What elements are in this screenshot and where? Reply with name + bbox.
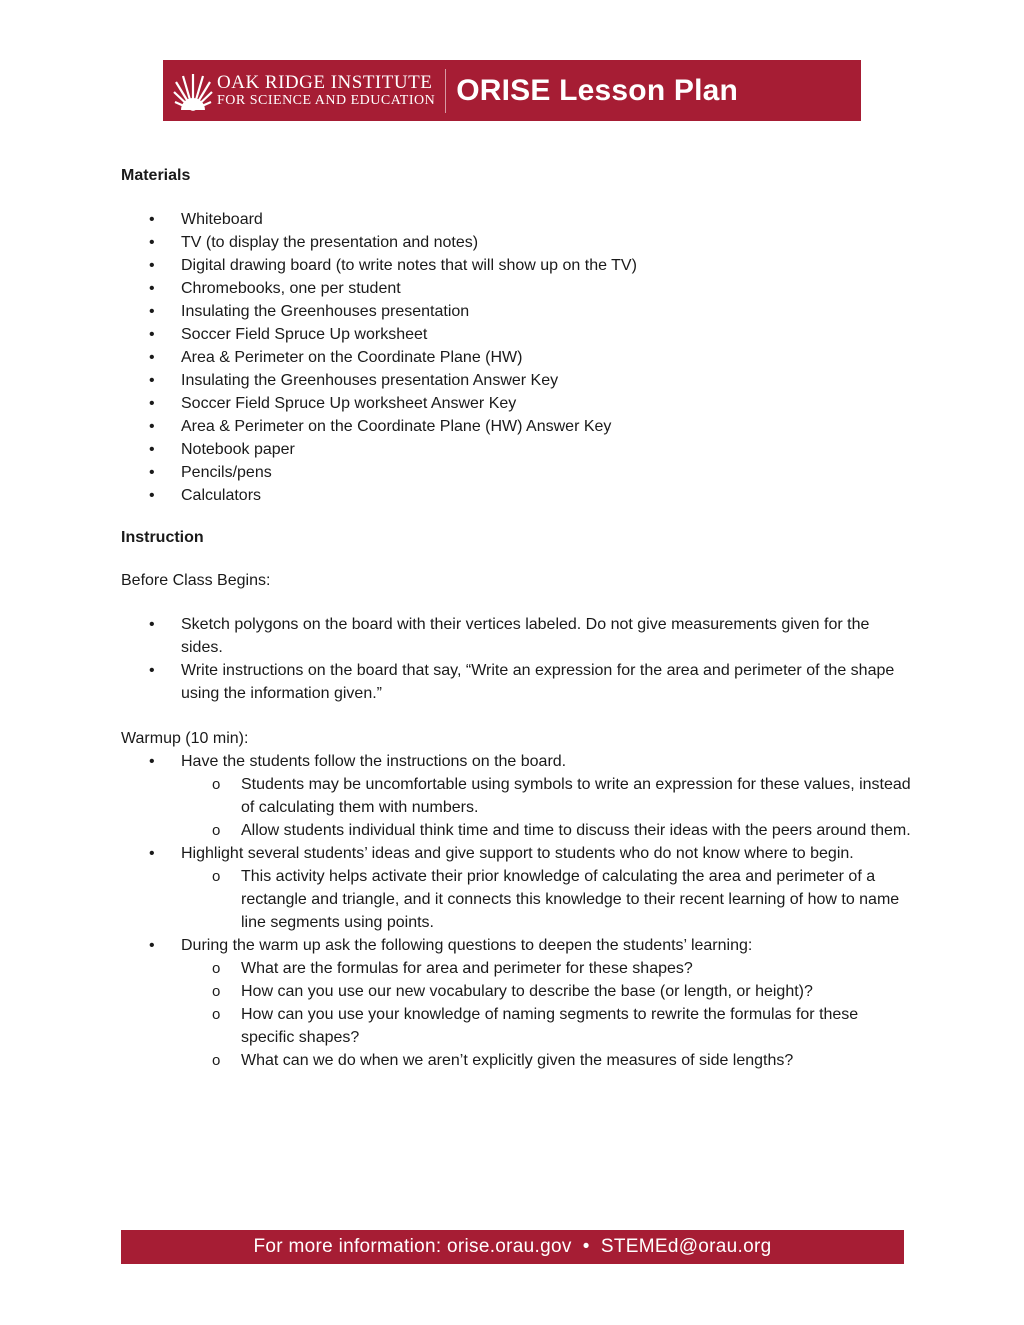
list-item: • Calculators	[121, 484, 911, 507]
sub-list	[181, 957, 911, 1072]
list-item	[121, 842, 911, 934]
list-item: • Soccer Field Spruce Up worksheet Answer Key	[121, 392, 911, 415]
list-item: • Notebook paper	[121, 438, 911, 461]
list-item: • TV (to display the presentation and notes)	[121, 231, 911, 254]
list-item	[121, 750, 911, 842]
list-item: • Sketch polygons on the board with their vertices labeled. Do not give measurements given for the sides.	[121, 613, 911, 659]
header-banner	[163, 60, 861, 121]
list-item	[121, 934, 911, 1072]
materials-heading: Materials	[121, 167, 191, 184]
instruction-heading: Instruction	[121, 529, 204, 546]
before-class-list	[121, 613, 911, 705]
lesson-title: ORISE Lesson Plan	[456, 73, 739, 107]
footer-banner	[121, 1230, 904, 1264]
org-name-line1: OAK RIDGE INSTITUTE	[217, 72, 433, 93]
list-item-text: Highlight several students’ ideas and give support to students who do not know where to begin.	[181, 845, 854, 862]
sub-list	[181, 773, 911, 842]
footer-contact-text: For more information: orise.orau.gov • STEMEd@orau.org	[253, 1236, 772, 1257]
list-item: • Insulating the Greenhouses presentation Answer Key	[121, 369, 911, 392]
materials-list	[121, 208, 911, 507]
list-item: • Pencils/pens	[121, 461, 911, 484]
banner-divider	[445, 69, 446, 113]
list-item-text: Have the students follow the instructions on the board.	[181, 753, 567, 770]
org-name	[217, 73, 435, 108]
list-item: • Area & Perimeter on the Coordinate Plane (HW)	[121, 346, 911, 369]
sub-list-item: o How can you use our new vocabulary to describe the base (or length, or height)?	[181, 980, 911, 1003]
warmup-label: Warmup (10 min):	[121, 730, 249, 747]
list-item: • Digital drawing board (to write notes that will show up on the TV)	[121, 254, 911, 277]
list-item: • Insulating the Greenhouses presentation	[121, 300, 911, 323]
before-class-label: Before Class Begins:	[121, 572, 271, 589]
list-item: • Soccer Field Spruce Up worksheet	[121, 323, 911, 346]
list-item: • Chromebooks, one per student	[121, 277, 911, 300]
sub-list-item: o How can you use your knowledge of naming segments to rewrite the formulas for these specific shapes?	[181, 1003, 911, 1049]
warmup-list	[121, 750, 911, 1072]
sub-list-item: o Students may be uncomfortable using symbols to write an expression for these values, instead of calculating them with numbers.	[181, 773, 911, 819]
list-item: • Whiteboard	[121, 208, 911, 231]
list-item-text: During the warm up ask the following questions to deepen the students’ learning:	[181, 937, 753, 954]
sub-list	[181, 865, 911, 934]
sunburst-logo-icon	[173, 70, 213, 112]
sub-list-item: o This activity helps activate their prior knowledge of calculating the area and perimeter of a rectangle and triangle, and it connects this knowledge to their recent learning of how to name line segments using points.	[181, 865, 911, 934]
list-item: • Area & Perimeter on the Coordinate Plane (HW) Answer Key	[121, 415, 911, 438]
sub-list-item: o What are the formulas for area and perimeter for these shapes?	[181, 957, 911, 980]
sub-list-item: o Allow students individual think time and time to discuss their ideas with the peers around them.	[181, 819, 911, 842]
sub-list-item: o What can we do when we aren’t explicitly given the measures of side lengths?	[181, 1049, 911, 1072]
document-body	[121, 164, 911, 1072]
list-item: • Write instructions on the board that say, “Write an expression for the area and perimeter of the shape using the information given.”	[121, 659, 911, 705]
org-name-line2: FOR SCIENCE AND EDUCATION	[217, 93, 436, 108]
